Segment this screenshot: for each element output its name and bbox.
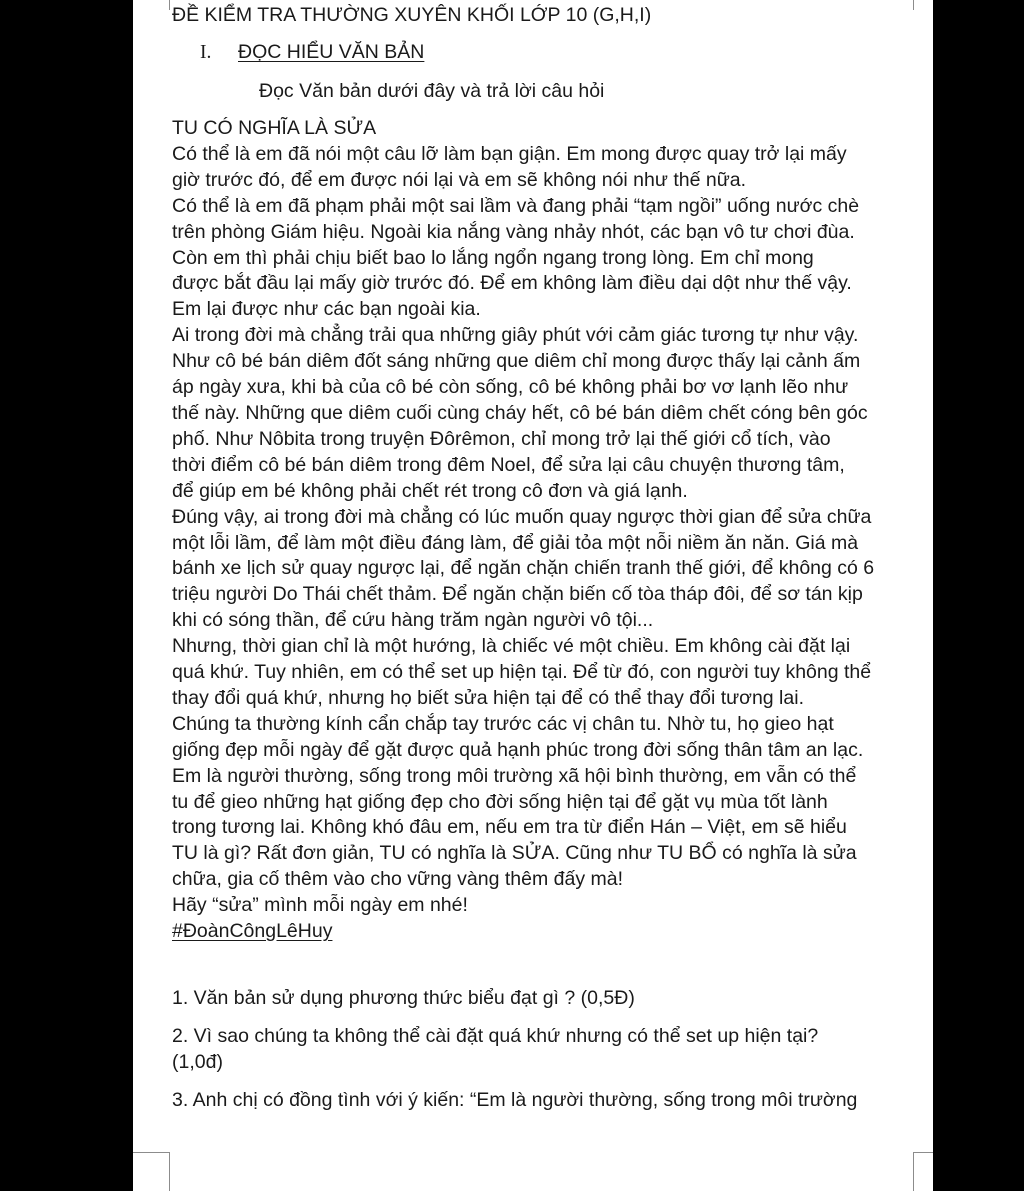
passage-line: Đúng vậy, ai trong đời mà chẳng có lúc muốn quay ngược thời gian để sửa chữa [172,505,872,528]
passage-line: Nhưng, thời gian chỉ là một hướng, là chiếc vé một chiều. Em không cài đặt lại [172,635,851,658]
passage-line: Em là người thường, sống trong môi trường xã hội bình thường, em vẫn có thể [172,764,857,787]
passage-line: phố. Như Nôbita trong truyện Đôrêmon, chỉ mong trở lại thế giới cổ tích, vào [172,427,831,450]
section-heading [200,39,424,66]
passage-line: giờ trước đó, để em được nói lại và em sẽ không nói như thế nữa. [172,168,747,191]
passage-line: Như cô bé bán diêm đốt sáng những que diêm chỉ mong được thấy lại cảnh ấm [172,350,861,373]
passage-line: một lỗi lầm, để làm một điều đáng làm, để giải tỏa một nỗi niềm ăn năn. Giá mà [172,531,859,554]
question-list [172,985,922,1113]
passage-line: Có thể là em đã phạm phải một sai lầm và đang phải “tạm ngồi” uống nước chè [172,194,860,217]
document-page [133,0,933,1191]
passage-line: Còn em thì phải chịu biết bao lo lắng ngổn ngang trong lòng. Em chỉ mong [172,246,814,269]
passage-title: TU CÓ NGHĨA LÀ SỬA [172,117,377,139]
passage-line: Hãy “sửa” mình mỗi ngày em nhé! [172,894,468,917]
passage-line: thay đổi quá khứ, nhưng họ biết sửa hiện tại để có thể thay đổi tương lai. [172,686,804,709]
passage-line: được bắt đầu lại mấy giờ trước đó. Để em không làm điều dại dột như thế vậy. [172,272,852,295]
passage-line: thời điểm cô bé bán diêm trong đêm Noel, để sửa lại câu chuyện thương tâm, [172,453,845,476]
question-2: 2. Vì sao chúng ta không thể cài đặt quá khứ nhưng có thể set up hiện tại? [172,1025,819,1047]
passage-line: trong tương lai. Không khó đâu em, nếu em tra từ điển Hán – Việt, em sẽ hiểu [172,816,847,839]
page-corner-mark-top-right [913,0,933,10]
question-3: 3. Anh chị có đồng tình với ý kiến: “Em là người thường, sống trong môi trường [172,1089,858,1111]
question-1: 1. Văn bản sử dụng phương thức biểu đạt gì ? (0,5Đ) [172,987,635,1009]
document-title: ĐỀ KIỂM TRA THƯỜNG XUYÊN KHỐI LỚP 10 (G,H,I) [172,4,652,26]
passage-line: Chúng ta thường kính cẩn chắp tay trước các vị chân tu. Nhờ tu, họ gieo hạt [172,712,834,735]
passage-line: triệu người Do Thái chết thảm. Để ngăn chặn biến cố tòa tháp đôi, để sơ tán kịp [172,583,863,606]
section-title: ĐỌC HIỂU VĂN BẢN [238,41,425,63]
passage-line: tu để gieo những hạt giống đẹp cho đời sống hiện tại để gặt vụ mùa tốt lành [172,790,828,813]
passage [172,116,922,945]
passage-line: trên phòng Giám hiệu. Ngoài kia nắng vàng nhảy nhót, các bạn vô tư chơi đùa. [172,220,855,243]
passage-line: chữa, gia cố thêm vào cho vững vàng thêm đấy mà! [172,868,624,891]
instruction-text: Đọc Văn bản dưới đây và trả lời câu hỏi [259,80,605,102]
passage-line: thế này. Những que diêm cuối cùng cháy hết, cô bé bán diêm chết cóng bên góc [172,401,868,424]
section-number: I. [200,42,212,63]
passage-line: Em lại được như các bạn ngoài kia. [172,298,481,321]
page-corner-mark-bottom-right [913,1152,933,1191]
passage-line: áp ngày xưa, khi bà của cô bé còn sống, cô bé không phải bơ vơ lạnh lẽo như [172,376,849,399]
passage-line: quá khứ. Tuy nhiên, em có thể set up hiện tại. Để từ đó, con người tuy không thể [172,661,872,684]
page-corner-mark-bottom-left [133,1152,170,1191]
question-2-points: (1,0đ) [172,1051,223,1073]
passage-line: Ai trong đời mà chẳng trải qua những giây phút với cảm giác tương tự như vậy. [172,324,859,347]
passage-line: để giúp em bé không phải chết rét trong cô đơn và giá lạnh. [172,479,688,502]
author-hashtag-link[interactable]: #ĐoànCôngLêHuy [172,920,333,943]
passage-line: bánh xe lịch sử quay ngược lại, để ngăn chặn chiến tranh thế giới, để không có 6 [172,557,875,580]
passage-line: giống đẹp mỗi ngày để gặt được quả hạnh phúc trong đời sống thân tâm an lạc. [172,738,864,761]
passage-line: khi có sóng thần, để cứu hàng trăm ngàn người vô tội... [172,609,654,632]
passage-line: Có thể là em đã nói một câu lỡ làm bạn giận. Em mong được quay trở lại mấy [172,142,847,165]
page-corner-mark-top-left [133,0,170,10]
passage-line: TU là gì? Rất đơn giản, TU có nghĩa là SỬA. Cũng như TU BỔ có nghĩa là sửa [172,842,857,865]
